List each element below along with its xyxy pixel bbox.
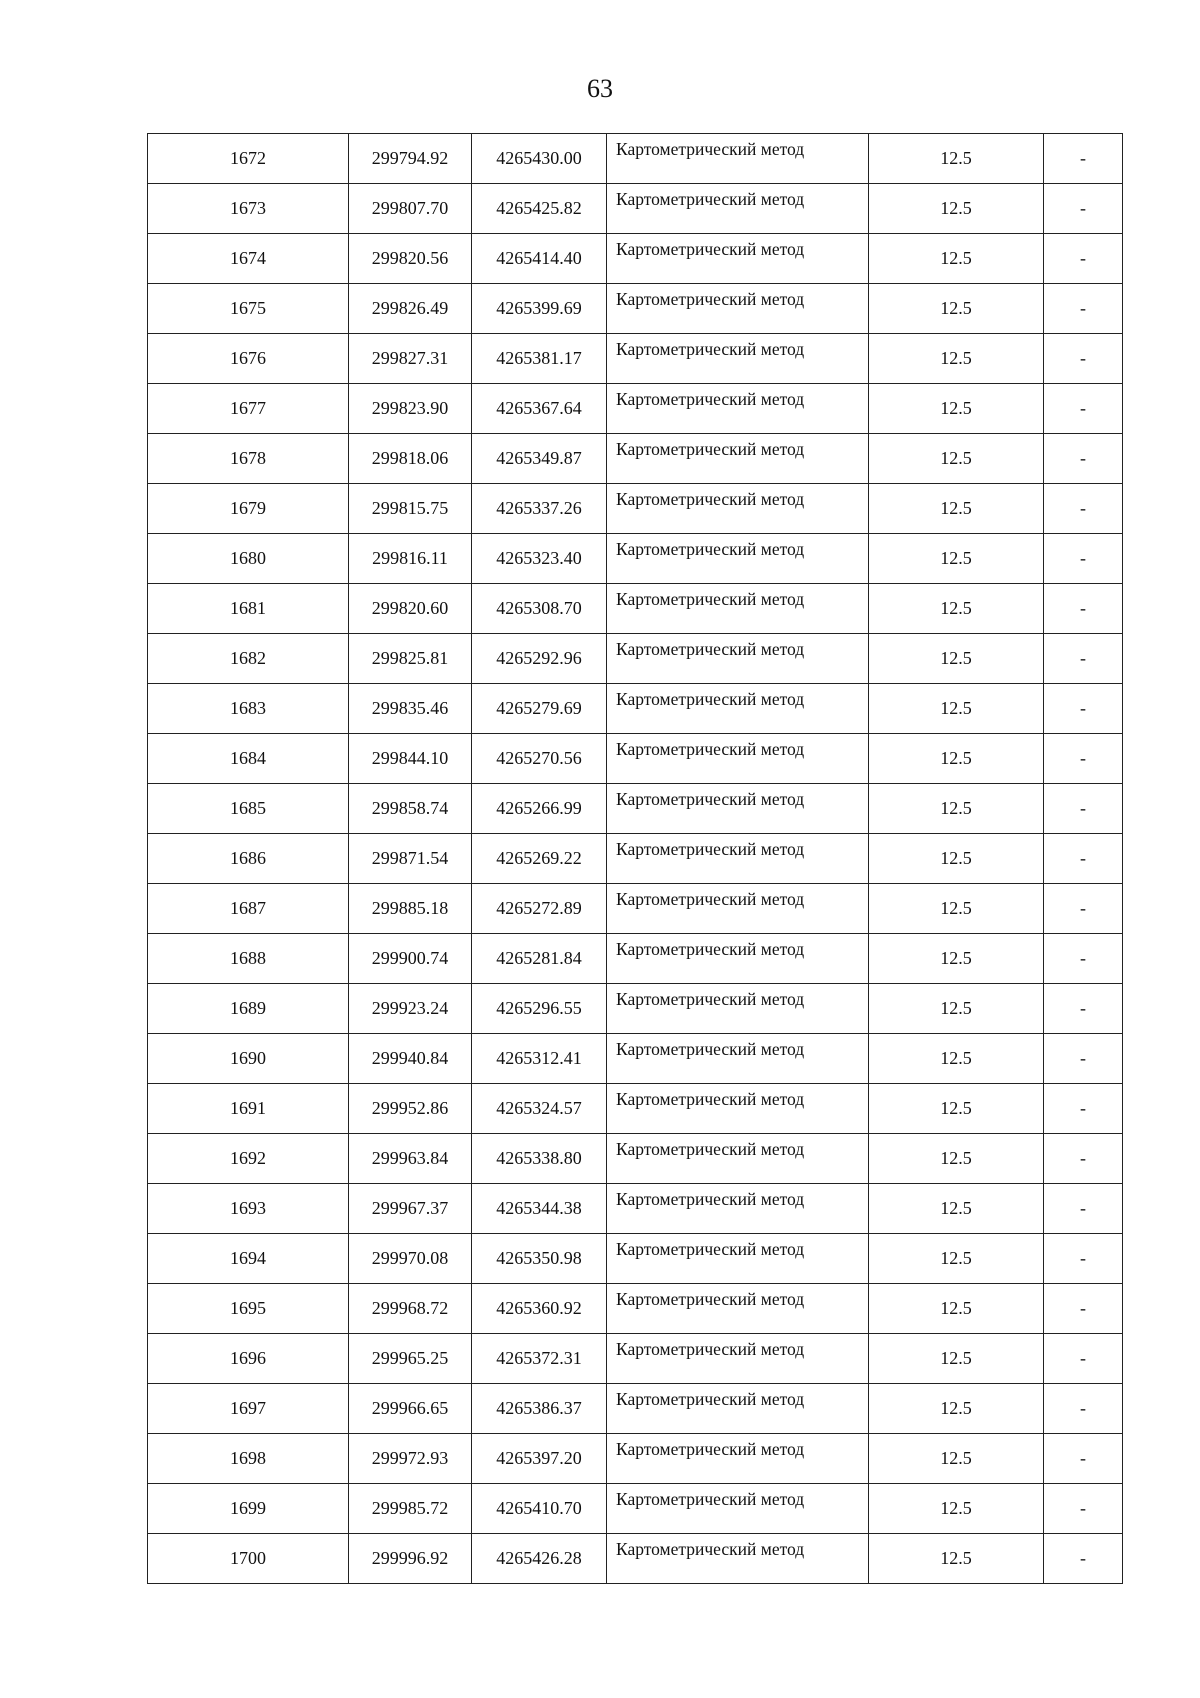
point-number-cell: 1674 <box>148 234 349 284</box>
point-number-cell: 1673 <box>148 184 349 234</box>
point-number-cell: 1690 <box>148 1034 349 1084</box>
table-row <box>148 734 1123 784</box>
accuracy-cell: 12.5 <box>869 1234 1044 1284</box>
point-number-cell: 1689 <box>148 984 349 1034</box>
point-number-cell: 1688 <box>148 934 349 984</box>
point-number-cell: 1700 <box>148 1534 349 1584</box>
x-coordinate-cell: 299820.56 <box>349 234 472 284</box>
x-coordinate-cell: 299963.84 <box>349 1134 472 1184</box>
accuracy-cell: 12.5 <box>869 234 1044 284</box>
point-number-cell: 1696 <box>148 1334 349 1384</box>
method-cell: Картометрический метод <box>607 1234 869 1284</box>
point-number-cell: 1697 <box>148 1384 349 1434</box>
method-cell: Картометрический метод <box>607 184 869 234</box>
y-coordinate-cell: 4265281.84 <box>472 934 607 984</box>
point-number-cell: 1684 <box>148 734 349 784</box>
y-coordinate-cell: 4265312.41 <box>472 1034 607 1084</box>
note-cell: - <box>1044 884 1123 934</box>
note-cell: - <box>1044 1484 1123 1534</box>
accuracy-cell: 12.5 <box>869 284 1044 334</box>
page-number: 63 <box>587 74 613 103</box>
table-row <box>148 1084 1123 1134</box>
x-coordinate-cell: 299794.92 <box>349 134 472 184</box>
table-row <box>148 1434 1123 1484</box>
x-coordinate-cell: 299827.31 <box>349 334 472 384</box>
x-coordinate-cell: 299885.18 <box>349 884 472 934</box>
point-number-cell: 1675 <box>148 284 349 334</box>
method-cell: Картометрический метод <box>607 984 869 1034</box>
accuracy-cell: 12.5 <box>869 1484 1044 1534</box>
accuracy-cell: 12.5 <box>869 634 1044 684</box>
y-coordinate-cell: 4265430.00 <box>472 134 607 184</box>
point-number-cell: 1685 <box>148 784 349 834</box>
note-cell: - <box>1044 484 1123 534</box>
note-cell: - <box>1044 984 1123 1034</box>
method-cell: Картометрический метод <box>607 684 869 734</box>
note-cell: - <box>1044 134 1123 184</box>
x-coordinate-cell: 299996.92 <box>349 1534 472 1584</box>
x-coordinate-cell: 299816.11 <box>349 534 472 584</box>
accuracy-cell: 12.5 <box>869 834 1044 884</box>
point-number-cell: 1679 <box>148 484 349 534</box>
coordinates-table <box>147 133 1123 1584</box>
note-cell: - <box>1044 1284 1123 1334</box>
method-cell: Картометрический метод <box>607 584 869 634</box>
method-cell: Картометрический метод <box>607 1134 869 1184</box>
accuracy-cell: 12.5 <box>869 334 1044 384</box>
note-cell: - <box>1044 834 1123 884</box>
table-row <box>148 484 1123 534</box>
x-coordinate-cell: 299972.93 <box>349 1434 472 1484</box>
x-coordinate-cell: 299823.90 <box>349 384 472 434</box>
note-cell: - <box>1044 284 1123 334</box>
method-cell: Картометрический метод <box>607 1334 869 1384</box>
y-coordinate-cell: 4265270.56 <box>472 734 607 784</box>
table-row <box>148 1534 1123 1584</box>
note-cell: - <box>1044 684 1123 734</box>
accuracy-cell: 12.5 <box>869 1334 1044 1384</box>
x-coordinate-cell: 299923.24 <box>349 984 472 1034</box>
table-row <box>148 1284 1123 1334</box>
x-coordinate-cell: 299968.72 <box>349 1284 472 1334</box>
y-coordinate-cell: 4265266.99 <box>472 784 607 834</box>
method-cell: Картометрический метод <box>607 1484 869 1534</box>
note-cell: - <box>1044 634 1123 684</box>
accuracy-cell: 12.5 <box>869 1034 1044 1084</box>
x-coordinate-cell: 299940.84 <box>349 1034 472 1084</box>
method-cell: Картометрический метод <box>607 934 869 984</box>
table-row <box>148 584 1123 634</box>
method-cell: Картометрический метод <box>607 434 869 484</box>
y-coordinate-cell: 4265399.69 <box>472 284 607 334</box>
method-cell: Картометрический метод <box>607 334 869 384</box>
accuracy-cell: 12.5 <box>869 984 1044 1034</box>
x-coordinate-cell: 299835.46 <box>349 684 472 734</box>
note-cell: - <box>1044 584 1123 634</box>
y-coordinate-cell: 4265372.31 <box>472 1334 607 1384</box>
y-coordinate-cell: 4265269.22 <box>472 834 607 884</box>
accuracy-cell: 12.5 <box>869 1434 1044 1484</box>
note-cell: - <box>1044 1034 1123 1084</box>
note-cell: - <box>1044 784 1123 834</box>
table-row <box>148 834 1123 884</box>
table-row <box>148 184 1123 234</box>
y-coordinate-cell: 4265323.40 <box>472 534 607 584</box>
method-cell: Картометрический метод <box>607 1534 869 1584</box>
y-coordinate-cell: 4265308.70 <box>472 584 607 634</box>
note-cell: - <box>1044 234 1123 284</box>
accuracy-cell: 12.5 <box>869 484 1044 534</box>
point-number-cell: 1699 <box>148 1484 349 1534</box>
point-number-cell: 1676 <box>148 334 349 384</box>
method-cell: Картометрический метод <box>607 834 869 884</box>
note-cell: - <box>1044 1134 1123 1184</box>
x-coordinate-cell: 299825.81 <box>349 634 472 684</box>
y-coordinate-cell: 4265279.69 <box>472 684 607 734</box>
method-cell: Картометрический метод <box>607 534 869 584</box>
accuracy-cell: 12.5 <box>869 1184 1044 1234</box>
method-cell: Картометрический метод <box>607 234 869 284</box>
table-row <box>148 984 1123 1034</box>
method-cell: Картометрический метод <box>607 1284 869 1334</box>
note-cell: - <box>1044 1384 1123 1434</box>
y-coordinate-cell: 4265272.89 <box>472 884 607 934</box>
accuracy-cell: 12.5 <box>869 1084 1044 1134</box>
y-coordinate-cell: 4265337.26 <box>472 484 607 534</box>
note-cell: - <box>1044 734 1123 784</box>
y-coordinate-cell: 4265292.96 <box>472 634 607 684</box>
x-coordinate-cell: 299965.25 <box>349 1334 472 1384</box>
y-coordinate-cell: 4265349.87 <box>472 434 607 484</box>
table-row <box>148 1034 1123 1084</box>
point-number-cell: 1687 <box>148 884 349 934</box>
method-cell: Картометрический метод <box>607 1034 869 1084</box>
x-coordinate-cell: 299826.49 <box>349 284 472 334</box>
accuracy-cell: 12.5 <box>869 784 1044 834</box>
note-cell: - <box>1044 184 1123 234</box>
table-row <box>148 884 1123 934</box>
method-cell: Картометрический метод <box>607 284 869 334</box>
table-row <box>148 384 1123 434</box>
note-cell: - <box>1044 1084 1123 1134</box>
accuracy-cell: 12.5 <box>869 1134 1044 1184</box>
x-coordinate-cell: 299820.60 <box>349 584 472 634</box>
y-coordinate-cell: 4265414.40 <box>472 234 607 284</box>
point-number-cell: 1672 <box>148 134 349 184</box>
point-number-cell: 1694 <box>148 1234 349 1284</box>
x-coordinate-cell: 299844.10 <box>349 734 472 784</box>
x-coordinate-cell: 299985.72 <box>349 1484 472 1534</box>
y-coordinate-cell: 4265367.64 <box>472 384 607 434</box>
x-coordinate-cell: 299807.70 <box>349 184 472 234</box>
y-coordinate-cell: 4265381.17 <box>472 334 607 384</box>
x-coordinate-cell: 299871.54 <box>349 834 472 884</box>
method-cell: Картометрический метод <box>607 884 869 934</box>
table-row <box>148 634 1123 684</box>
y-coordinate-cell: 4265360.92 <box>472 1284 607 1334</box>
table-row <box>148 1484 1123 1534</box>
y-coordinate-cell: 4265386.37 <box>472 1384 607 1434</box>
accuracy-cell: 12.5 <box>869 434 1044 484</box>
accuracy-cell: 12.5 <box>869 1384 1044 1434</box>
method-cell: Картометрический метод <box>607 384 869 434</box>
note-cell: - <box>1044 934 1123 984</box>
table-row <box>148 1184 1123 1234</box>
accuracy-cell: 12.5 <box>869 584 1044 634</box>
table-row <box>148 784 1123 834</box>
x-coordinate-cell: 299900.74 <box>349 934 472 984</box>
y-coordinate-cell: 4265425.82 <box>472 184 607 234</box>
y-coordinate-cell: 4265397.20 <box>472 1434 607 1484</box>
coordinates-table-body <box>148 134 1123 1584</box>
point-number-cell: 1691 <box>148 1084 349 1134</box>
y-coordinate-cell: 4265338.80 <box>472 1134 607 1184</box>
table-row <box>148 434 1123 484</box>
method-cell: Картометрический метод <box>607 1384 869 1434</box>
accuracy-cell: 12.5 <box>869 384 1044 434</box>
accuracy-cell: 12.5 <box>869 134 1044 184</box>
accuracy-cell: 12.5 <box>869 1284 1044 1334</box>
x-coordinate-cell: 299970.08 <box>349 1234 472 1284</box>
method-cell: Картометрический метод <box>607 1084 869 1134</box>
y-coordinate-cell: 4265426.28 <box>472 1534 607 1584</box>
y-coordinate-cell: 4265344.38 <box>472 1184 607 1234</box>
table-row <box>148 1234 1123 1284</box>
point-number-cell: 1682 <box>148 634 349 684</box>
note-cell: - <box>1044 1234 1123 1284</box>
method-cell: Картометрический метод <box>607 734 869 784</box>
method-cell: Картометрический метод <box>607 634 869 684</box>
y-coordinate-cell: 4265296.55 <box>472 984 607 1034</box>
point-number-cell: 1677 <box>148 384 349 434</box>
table-row <box>148 234 1123 284</box>
table-row <box>148 284 1123 334</box>
table-row <box>148 684 1123 734</box>
method-cell: Картометрический метод <box>607 1184 869 1234</box>
x-coordinate-cell: 299858.74 <box>349 784 472 834</box>
method-cell: Картометрический метод <box>607 134 869 184</box>
point-number-cell: 1681 <box>148 584 349 634</box>
table-row <box>148 534 1123 584</box>
table-row <box>148 1384 1123 1434</box>
table-row <box>148 134 1123 184</box>
accuracy-cell: 12.5 <box>869 884 1044 934</box>
method-cell: Картометрический метод <box>607 784 869 834</box>
x-coordinate-cell: 299967.37 <box>349 1184 472 1234</box>
method-cell: Картометрический метод <box>607 1434 869 1484</box>
note-cell: - <box>1044 534 1123 584</box>
note-cell: - <box>1044 384 1123 434</box>
note-cell: - <box>1044 434 1123 484</box>
note-cell: - <box>1044 1334 1123 1384</box>
note-cell: - <box>1044 1534 1123 1584</box>
note-cell: - <box>1044 1184 1123 1234</box>
table-row <box>148 334 1123 384</box>
x-coordinate-cell: 299952.86 <box>349 1084 472 1134</box>
y-coordinate-cell: 4265324.57 <box>472 1084 607 1134</box>
table-row <box>148 934 1123 984</box>
accuracy-cell: 12.5 <box>869 684 1044 734</box>
accuracy-cell: 12.5 <box>869 534 1044 584</box>
table-row <box>148 1334 1123 1384</box>
x-coordinate-cell: 299818.06 <box>349 434 472 484</box>
point-number-cell: 1680 <box>148 534 349 584</box>
point-number-cell: 1686 <box>148 834 349 884</box>
x-coordinate-cell: 299815.75 <box>349 484 472 534</box>
accuracy-cell: 12.5 <box>869 1534 1044 1584</box>
note-cell: - <box>1044 1434 1123 1484</box>
point-number-cell: 1693 <box>148 1184 349 1234</box>
accuracy-cell: 12.5 <box>869 734 1044 784</box>
point-number-cell: 1683 <box>148 684 349 734</box>
accuracy-cell: 12.5 <box>869 184 1044 234</box>
point-number-cell: 1695 <box>148 1284 349 1334</box>
y-coordinate-cell: 4265350.98 <box>472 1234 607 1284</box>
x-coordinate-cell: 299966.65 <box>349 1384 472 1434</box>
point-number-cell: 1678 <box>148 434 349 484</box>
point-number-cell: 1692 <box>148 1134 349 1184</box>
note-cell: - <box>1044 334 1123 384</box>
table-row <box>148 1134 1123 1184</box>
y-coordinate-cell: 4265410.70 <box>472 1484 607 1534</box>
accuracy-cell: 12.5 <box>869 934 1044 984</box>
point-number-cell: 1698 <box>148 1434 349 1484</box>
method-cell: Картометрический метод <box>607 484 869 534</box>
